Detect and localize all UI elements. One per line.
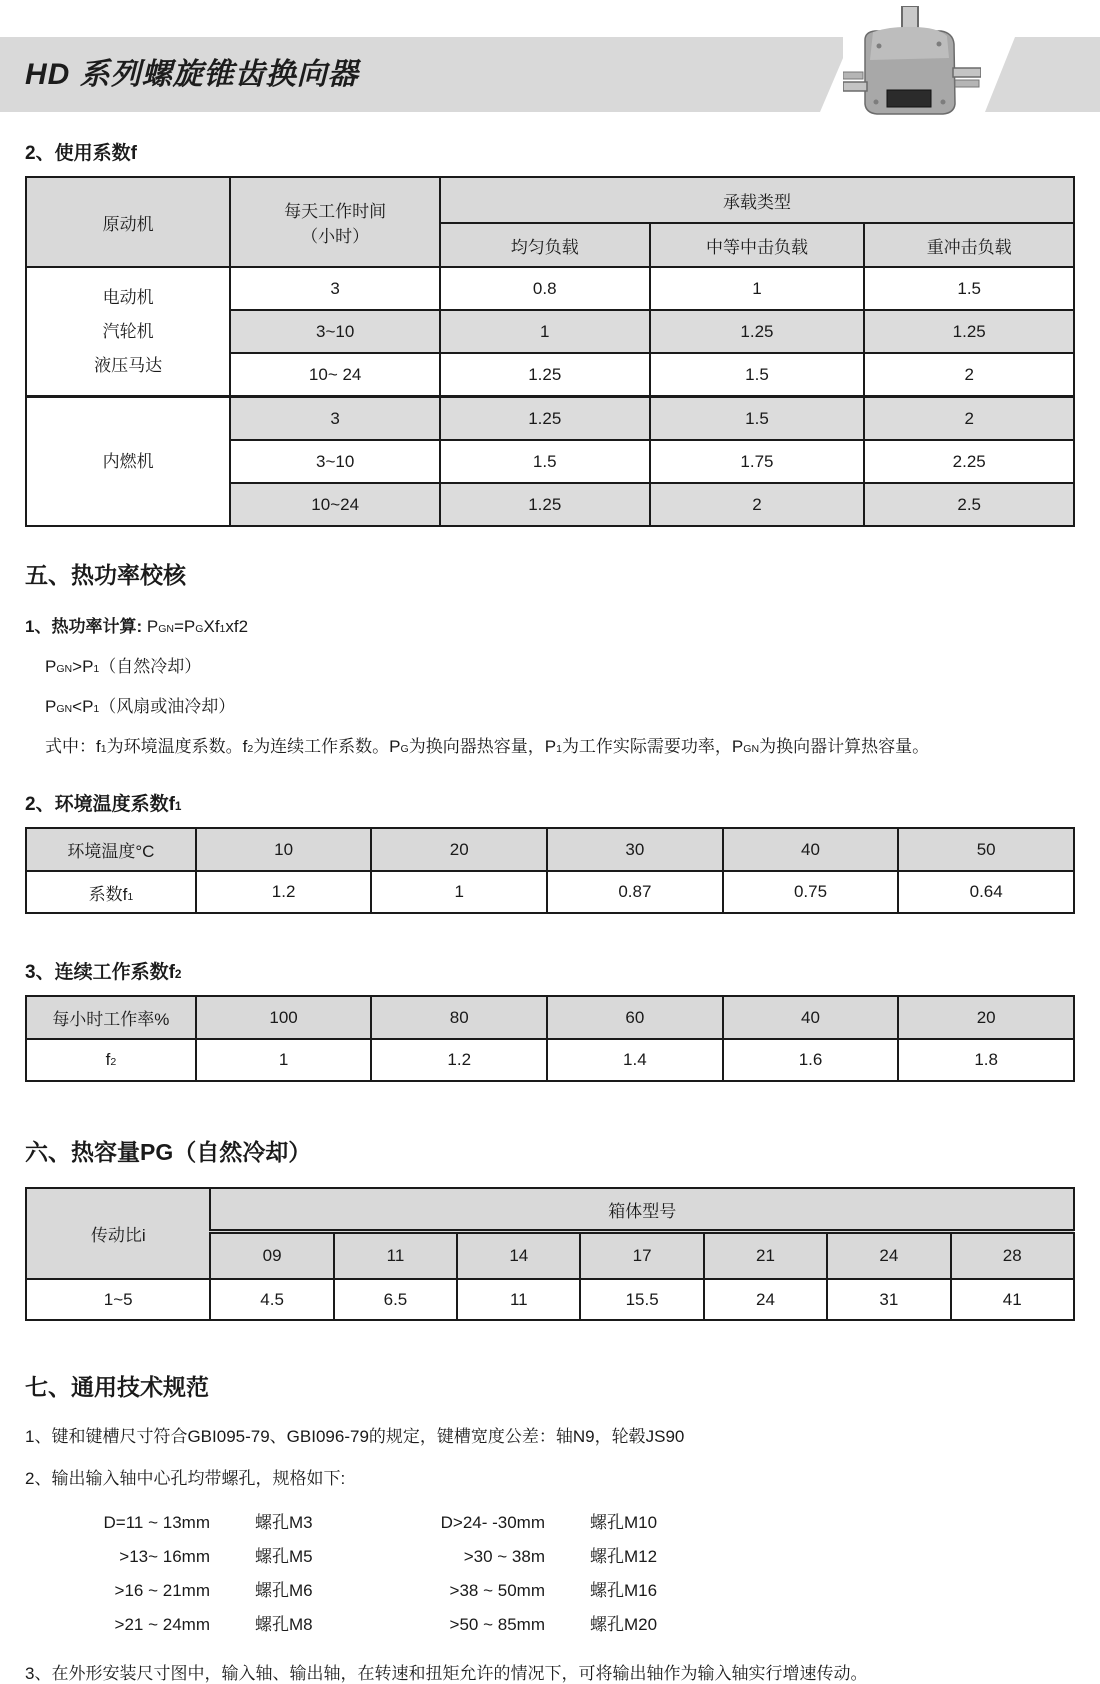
table-cell: 41 — [951, 1279, 1075, 1320]
table-row — [26, 397, 1074, 441]
table-cell: 0.87 — [547, 871, 723, 913]
table-cell: 1 — [650, 267, 865, 310]
table-row — [26, 1039, 1074, 1081]
spec-thread: 螺孔M20 — [590, 1615, 658, 1634]
spec-diameter: >50 ~ 85mm — [449, 1615, 545, 1634]
table-cell: 24 — [827, 1232, 950, 1280]
spec-diameter: >16 ~ 21mm — [114, 1581, 210, 1600]
spec-diameter: >13~ 16mm — [119, 1547, 210, 1566]
ratio-value: 1~5 — [26, 1279, 210, 1320]
header-ambient-temp: 环境温度°C — [26, 828, 196, 871]
note-subscript: 1 — [556, 743, 562, 755]
table-cell: 3~10 — [230, 440, 440, 483]
note-subscript: 2 — [247, 743, 254, 755]
table-cell: 30 — [547, 828, 723, 871]
table-cell: 1.25 — [440, 483, 650, 526]
table-cell: 3~10 — [230, 310, 440, 353]
table-cell: 1.5 — [650, 353, 865, 397]
label-line: 汽轮机 — [102, 321, 154, 341]
formula-subscript: GN — [158, 623, 174, 635]
table-cell: 31 — [827, 1279, 950, 1320]
spec-diameter: >30 ~ 38m — [463, 1547, 545, 1566]
section-heading-usage-factor: 2、使用系数f — [25, 143, 137, 164]
label-subscript: 1 — [127, 890, 134, 903]
ambient-temp-table — [25, 827, 1075, 914]
daily-hours-line2: （小时） — [301, 227, 370, 246]
spec-thread: 螺孔M5 — [255, 1547, 313, 1566]
formula-subscript: 1 — [93, 703, 100, 715]
usage-factor-table — [25, 176, 1075, 527]
table-cell: 1.75 — [650, 440, 865, 483]
formula-text: P — [45, 657, 57, 676]
table-cell: 10~24 — [230, 483, 440, 526]
spec-diameter: D=11 ~ 13mm — [103, 1513, 210, 1532]
section-heading-ambient-temp-factor — [25, 789, 1075, 816]
header-load-type: 承载类型 — [440, 177, 1074, 223]
thermal-condition-fan-oil — [45, 692, 1075, 717]
table-cell: 2.5 — [864, 483, 1074, 526]
table-cell: 1.25 — [440, 353, 650, 397]
table-cell: 1.25 — [864, 310, 1074, 353]
table-cell: 11 — [334, 1232, 457, 1280]
table-row — [26, 267, 1074, 310]
table-cell: 09 — [210, 1232, 333, 1280]
note-text: 为换向器热容量，P — [408, 737, 557, 756]
table-cell: 1 — [371, 871, 547, 913]
label-subscript: 2 — [110, 1056, 117, 1068]
table-cell: 1.25 — [440, 397, 650, 441]
group-label-motor — [26, 267, 230, 397]
formula-text: P — [45, 697, 57, 716]
thermal-condition-natural — [45, 652, 1075, 677]
table-cell: 3 — [230, 267, 440, 310]
table-cell: 80 — [371, 996, 547, 1039]
header-uniform-load: 均匀负载 — [440, 223, 650, 267]
table-cell: 10~ 24 — [230, 353, 440, 397]
label-text: 系数f — [88, 884, 128, 904]
table-cell: 1 — [440, 310, 650, 353]
table-cell: 14 — [457, 1232, 580, 1280]
thermal-note — [45, 732, 1075, 757]
table-cell: 1.8 — [898, 1039, 1074, 1081]
table-cell: 20 — [898, 996, 1074, 1039]
section-heading-thermal-check: 五、热功率校核 — [25, 562, 186, 588]
table-cell: 100 — [196, 996, 372, 1039]
group-label-combustion-engine: 内燃机 — [26, 397, 230, 527]
general-item-3: 3、在外形安装尺寸图中，输入轴、输出轴，在转速和扭矩允许的情况下，可将输出轴作为输入轴实行增速传动。 — [25, 1664, 868, 1683]
section-heading-general-spec: 七、通用技术规范 — [25, 1374, 209, 1400]
table-cell: 60 — [547, 996, 723, 1039]
formula-text: =P — [174, 617, 196, 636]
formula-text: P — [146, 617, 159, 636]
table-header-row — [26, 828, 1074, 871]
thermal-formula-line — [25, 612, 1075, 637]
header-prime-mover: 原动机 — [26, 177, 230, 267]
formula-subscript: 1 — [219, 623, 226, 635]
table-cell: 3 — [230, 397, 440, 441]
general-item-1: 1、键和键槽尺寸符合GBI095-79、GBI096-79的规定，键槽宽度公差：轴N9，轮毂JS90 — [25, 1427, 685, 1446]
table-cell: 1.2 — [196, 871, 372, 913]
table-cell: 1 — [196, 1039, 372, 1081]
formula-text: <P — [72, 697, 94, 716]
table-cell: 1.4 — [547, 1039, 723, 1081]
table-cell: 28 — [951, 1232, 1075, 1280]
formula-text: （风扇或油冷却） — [99, 697, 236, 716]
formula-text: （自然冷却） — [99, 657, 202, 676]
note-text: 为工作实际需要功率，P — [561, 737, 744, 756]
table-cell: 17 — [580, 1232, 703, 1280]
table-cell: 2 — [864, 353, 1074, 397]
duty-factor-table — [25, 995, 1075, 1082]
general-item-2: 2、输出输入轴中心孔均带螺孔，规格如下: — [25, 1469, 346, 1488]
table-cell: 1.25 — [650, 310, 865, 353]
heading-subscript: 2 — [174, 968, 182, 981]
heading-text: 3、连续工作系数f — [25, 962, 175, 983]
table-cell: 24 — [704, 1279, 827, 1320]
row-label-f2 — [26, 1039, 196, 1081]
table-cell: 1.6 — [723, 1039, 899, 1081]
spec-thread: 螺孔M8 — [255, 1615, 313, 1634]
label-text: f — [105, 1050, 111, 1069]
table-cell: 1.5 — [864, 267, 1074, 310]
note-text: 式中：f — [45, 737, 101, 756]
thread-spec-list — [25, 1506, 1075, 1642]
formula-text: xf2 — [225, 617, 249, 636]
table-cell: 11 — [457, 1279, 580, 1320]
table-cell: 0.8 — [440, 267, 650, 310]
table-cell: 15.5 — [580, 1279, 703, 1320]
table-cell: 2.25 — [864, 440, 1074, 483]
spec-diameter: D>24- -30mm — [440, 1513, 545, 1532]
note-subscript: 1 — [100, 743, 107, 755]
table-cell: 1.5 — [440, 440, 650, 483]
label-line: 电动机 — [102, 287, 154, 307]
header-heavy-shock-load: 重冲击负载 — [864, 223, 1074, 267]
row-label-f1 — [26, 871, 196, 913]
table-cell: 2 — [650, 483, 865, 526]
table-cell: 0.75 — [723, 871, 899, 913]
note-text: 为换向器计算热容量。 — [759, 737, 930, 756]
note-subscript: G — [400, 743, 409, 755]
header-banner — [0, 0, 1100, 112]
formula-label: 1、热功率计算: — [25, 617, 143, 636]
table-cell: 6.5 — [334, 1279, 457, 1320]
heading-subscript: 1 — [174, 800, 182, 813]
table-cell: 1.5 — [650, 397, 865, 441]
header-duty-rate: 每小时工作率% — [26, 996, 196, 1039]
table-header-row — [26, 1188, 1074, 1232]
table-header-row — [26, 996, 1074, 1039]
table-cell: 40 — [723, 996, 899, 1039]
table-cell: 50 — [898, 828, 1074, 871]
formula-subscript: GN — [56, 663, 73, 675]
table-cell: 21 — [704, 1232, 827, 1280]
spec-thread: 螺孔M6 — [255, 1581, 313, 1600]
heading-text: 2、环境温度系数f — [25, 794, 175, 815]
table-cell: 20 — [371, 828, 547, 871]
table-cell: 4.5 — [210, 1279, 333, 1320]
spec-thread: 螺孔M16 — [590, 1581, 658, 1600]
section-heading-duty-factor — [25, 957, 1075, 984]
table-cell: 1.2 — [371, 1039, 547, 1081]
spec-thread: 螺孔M10 — [590, 1513, 658, 1532]
header-daily-hours — [230, 177, 440, 267]
section-heading-heat-capacity: 六、热容量PG（自然冷却） — [25, 1139, 312, 1165]
gearbox-illustration — [843, 6, 981, 118]
spec-diameter: >21 ~ 24mm — [114, 1615, 210, 1634]
table-cell: 0.64 — [898, 871, 1074, 913]
gearbox-photo — [843, 6, 981, 118]
label-line: 液压马达 — [94, 355, 163, 375]
table-row — [26, 871, 1074, 913]
table-cell: 40 — [723, 828, 899, 871]
formula-text: Xf — [203, 617, 220, 636]
note-text: 为连续工作系数。P — [253, 737, 401, 756]
note-subscript: GN — [743, 743, 760, 755]
table-cell: 2 — [864, 397, 1074, 441]
page-title: HD 系列螺旋锥齿换向器 — [25, 58, 359, 91]
daily-hours-line1: 每天工作时间 — [284, 202, 387, 221]
formula-text: >P — [72, 657, 94, 676]
formula-subscript: G — [195, 623, 204, 635]
header-moderate-shock-load: 中等中击负载 — [650, 223, 865, 267]
heat-capacity-table — [25, 1187, 1075, 1321]
document-body — [0, 138, 1100, 1684]
table-row — [26, 1279, 1074, 1320]
note-text: 为环境温度系数。f — [106, 737, 248, 756]
banner-band-right — [985, 37, 1100, 112]
spec-diameter: >38 ~ 50mm — [449, 1581, 545, 1600]
formula-subscript: GN — [56, 703, 73, 715]
table-header-row — [26, 177, 1074, 223]
formula-subscript: 1 — [93, 663, 100, 675]
table-cell: 10 — [196, 828, 372, 871]
header-box-model: 箱体型号 — [210, 1188, 1074, 1232]
spec-thread: 螺孔M12 — [590, 1547, 658, 1566]
header-ratio: 传动比i — [26, 1188, 210, 1279]
spec-thread: 螺孔M3 — [255, 1513, 313, 1532]
